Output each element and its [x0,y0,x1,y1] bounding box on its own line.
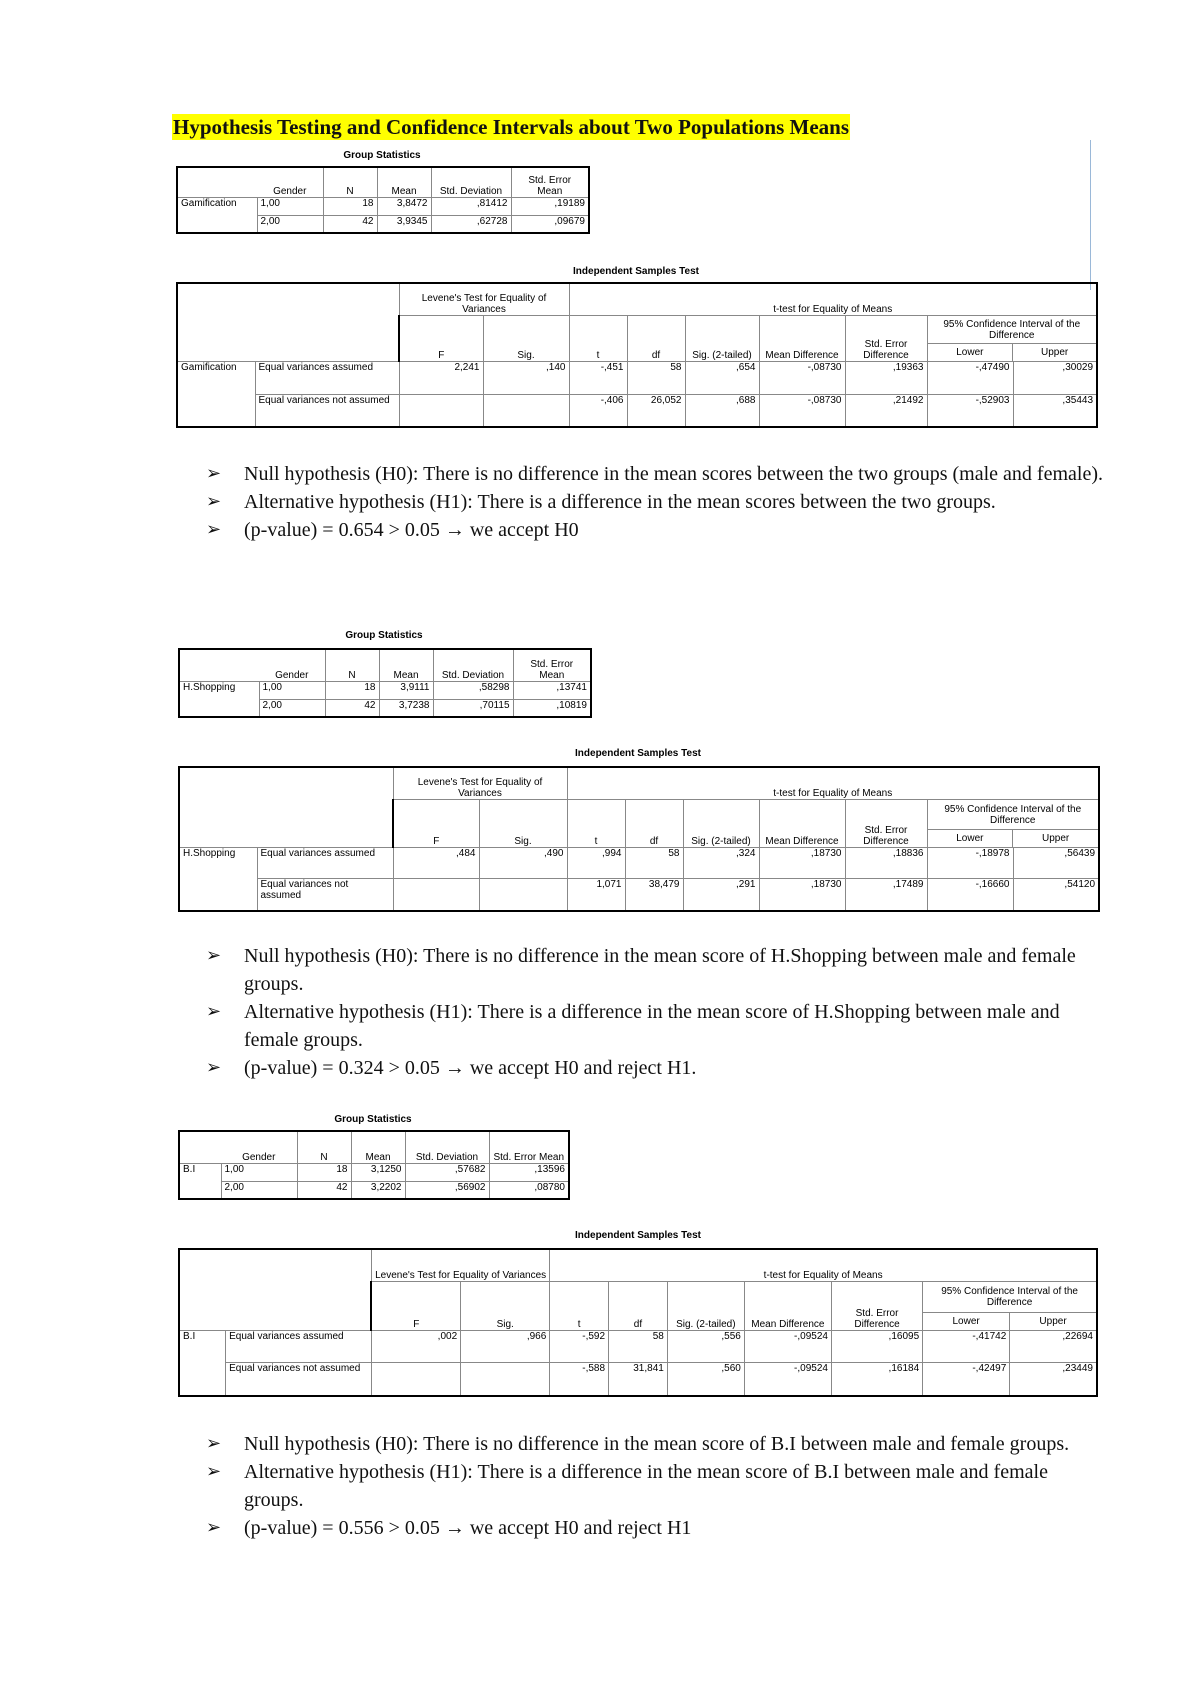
ist-mean-diff: -,08730 [759,394,845,427]
gs-header-mean: Mean [351,1131,405,1163]
ist-header-f: F [371,1281,460,1330]
gs-se: ,09679 [511,215,589,233]
ist-header-lower: Lower [928,344,1014,361]
gs-mean: 3,7238 [379,699,433,717]
gs-sd: ,57682 [405,1163,489,1181]
ist-header-ci: 95% Confidence Interval of the Difference [923,1282,1096,1313]
hypothesis-list [206,942,1106,1082]
ist-std-err-diff: ,21492 [845,394,927,427]
gs-se: ,08780 [489,1181,569,1199]
list-item: ➢ Alternative hypothesis (H1): There is a difference in the mean score of B.I between male and female groups. [206,1458,1106,1514]
gs-sd: ,62728 [431,215,511,233]
list-item: ➢ Null hypothesis (H0): There is no difference in the mean score of H.Shopping between male and female groups. [206,942,1106,998]
ist-std-err-diff: ,19363 [845,362,927,395]
ist-header-std-err-diff: Std. Error Difference [845,800,927,848]
gs-header-std-error: Std. Error Mean [513,649,591,681]
ist-header-t: t [550,1281,609,1330]
ist-header-ci-group [927,316,1097,362]
ist-lower: -,41742 [923,1330,1010,1362]
ist-header-f: F [393,800,479,848]
hypothesis-list [206,1430,1106,1542]
ist-header-levene: Levene's Test for Equality of Variances [371,1249,549,1281]
ist-header-upper: Upper [1042,833,1070,845]
ist-variable-blank [177,394,255,427]
ist-row-assumed-label: Equal variances assumed [257,848,393,879]
ist-header-t: t [567,800,625,848]
gs-gender: 1,00 [259,681,325,699]
ist-std-err-diff: ,18836 [845,848,927,879]
ist-t: ,994 [567,848,625,879]
ist-sig: ,140 [483,362,569,395]
ist-df: 31,841 [609,1362,668,1396]
ist-f: 2,241 [399,362,483,395]
ist-header-mean-diff: Mean Difference [759,800,845,848]
gs-variable-label: B.I [179,1163,221,1181]
ist-header-sig: Sig. [461,1281,550,1330]
ist-sig2: ,556 [667,1330,744,1362]
independent-samples-caption: Independent Samples Test [575,1230,701,1241]
ist-f: ,002 [371,1330,460,1362]
gs-n: 18 [297,1163,351,1181]
ist-t: -,451 [569,362,627,395]
gs-gender: 2,00 [257,215,323,233]
ist-header-ci-group [927,800,1099,848]
ist-row-not-assumed-label: Equal variances not assumed [257,878,393,911]
ist-header-std-err-diff: Std. Error Difference [831,1281,922,1330]
ist-sig-blank [483,394,569,427]
ist-header-ci-group [923,1281,1097,1330]
ist-variable-label: Gamification [177,362,255,395]
gs-header-std-deviation: Std. Deviation [431,167,511,197]
gs-header-std-deviation: Std. Deviation [433,649,513,681]
independent-samples-table [178,1248,1098,1397]
gs-n: 18 [323,197,377,215]
ist-sig-blank [461,1362,550,1396]
ist-row-not-assumed-label: Equal variances not assumed [226,1362,372,1396]
list-item: ➢ Alternative hypothesis (H1): There is a difference in the mean score of H.Shopping between male and female groups. [206,998,1106,1054]
ist-header-df: df [625,800,683,848]
ist-upper: ,54120 [1013,878,1099,911]
ist-std-err-diff: ,16095 [831,1330,922,1362]
ist-mean-diff: -,09524 [744,1330,831,1362]
ist-lower: -,16660 [927,878,1013,911]
ist-df: 58 [625,848,683,879]
ist-header-ci: 95% Confidence Interval of the Difference [928,317,1097,344]
group-statistics-caption: Group Statistics [343,150,421,161]
gs-n: 42 [325,699,379,717]
arrow-bullet-icon: ➢ [206,1433,222,1454]
group-statistics-caption: Group Statistics [345,630,423,641]
ist-df: 26,052 [627,394,685,427]
ist-variable-blank [179,1362,226,1396]
ist-header-sig2: Sig. (2-tailed) [685,316,759,362]
ist-std-err-diff: ,17489 [845,878,927,911]
ist-upper: ,22694 [1010,1330,1097,1362]
ist-header-ttest: t-test for Equality of Means [569,283,1097,316]
group-statistics-table [176,166,590,234]
gs-sd: ,56902 [405,1181,489,1199]
gs-header-gender: Gender [259,649,325,681]
ist-lower: -,47490 [927,362,1013,395]
ist-variable-blank [179,878,257,911]
ist-row-assumed-label: Equal variances assumed [255,362,399,395]
gs-header-n: N [297,1131,351,1163]
ist-header-blank [179,1249,371,1330]
ist-t: 1,071 [567,878,625,911]
gs-gender: 1,00 [221,1163,297,1181]
ist-header-mean-diff: Mean Difference [759,316,845,362]
ist-header-upper: Upper [1039,1315,1067,1327]
gs-header-mean: Mean [379,649,433,681]
ist-header-blank [177,283,399,362]
list-item: ➢ Null hypothesis (H0): There is no difference in the mean scores between the two groups (male and female). [206,460,1106,488]
ist-sig-blank [479,878,567,911]
gs-se: ,19189 [511,197,589,215]
gs-sd: ,81412 [431,197,511,215]
ist-f-blank [371,1362,460,1396]
gs-gender: 2,00 [259,699,325,717]
ist-header-ci: 95% Confidence Interval of the Difference [928,801,1099,830]
gs-n: 18 [325,681,379,699]
ist-header-f: F [399,316,483,362]
ist-header-lower: Lower [923,1313,1010,1330]
group-statistics-table [178,648,592,718]
ist-header-blank [179,767,393,848]
ist-f-blank [399,394,483,427]
hypothesis-list [206,460,1106,544]
independent-samples-caption: Independent Samples Test [573,266,699,277]
gs-mean: 3,2202 [351,1181,405,1199]
arrow-bullet-icon: ➢ [206,519,222,540]
ist-sig2: ,324 [683,848,759,879]
ist-header-mean-diff: Mean Difference [744,1281,831,1330]
list-item: ➢ Alternative hypothesis (H1): There is a difference in the mean scores between the two groups. [206,488,1106,516]
ist-variable-label: B.I [179,1330,226,1362]
ist-header-t: t [569,316,627,362]
gs-header-blank [177,167,257,197]
arrow-bullet-icon: ➢ [206,463,222,484]
gs-mean: 3,8472 [377,197,431,215]
ist-sig2: ,654 [685,362,759,395]
gs-variable-blank [179,1181,221,1199]
list-item: ➢ (p-value) = 0.556 > 0.05 → we accept H0 and reject H1 [206,1514,1106,1542]
gs-header-std-error: Std. Error Mean [511,167,589,197]
ist-sig: ,966 [461,1330,550,1362]
gs-header-gender: Gender [257,167,323,197]
ist-header-levene: Levene's Test for Equality of Variances [399,283,569,316]
independent-samples-caption: Independent Samples Test [575,748,701,759]
ist-upper: ,30029 [1013,362,1097,395]
gs-se: ,13741 [513,681,591,699]
ist-variable-label: H.Shopping [179,848,257,879]
gs-mean: 3,9111 [379,681,433,699]
list-item: ➢ (p-value) = 0.654 > 0.05 → we accept H0 [206,516,1106,544]
document-title: Hypothesis Testing and Confidence Intervals about Two Populations Means [173,115,850,139]
ist-mean-diff: -,09524 [744,1362,831,1396]
ist-row-not-assumed-label: Equal variances not assumed [255,394,399,427]
gs-header-blank [179,1131,221,1163]
group-statistics-caption: Group Statistics [334,1114,412,1125]
gs-header-n: N [325,649,379,681]
ist-header-df: df [609,1281,668,1330]
ist-header-upper: Upper [1041,347,1069,359]
ist-df: 58 [627,362,685,395]
gs-variable-label: Gamification [177,197,257,215]
ist-header-df: df [627,316,685,362]
ist-f-blank [393,878,479,911]
ist-header-ttest: t-test for Equality of Means [550,1249,1097,1281]
arrow-bullet-icon: ➢ [206,945,222,966]
independent-samples-table [178,766,1100,912]
gs-sd: ,70115 [433,699,513,717]
gs-mean: 3,1250 [351,1163,405,1181]
ist-header-sig2: Sig. (2-tailed) [683,800,759,848]
gs-header-mean: Mean [377,167,431,197]
list-item: ➢ (p-value) = 0.324 > 0.05 → we accept H0 and reject H1. [206,1054,1106,1082]
gs-sd: ,58298 [433,681,513,699]
arrow-bullet-icon: ➢ [206,1517,222,1538]
ist-header-sig2: Sig. (2-tailed) [667,1281,744,1330]
ist-row-assumed-label: Equal variances assumed [226,1330,372,1362]
gs-mean: 3,9345 [377,215,431,233]
gs-se: ,10819 [513,699,591,717]
gs-header-n: N [323,167,377,197]
ist-sig: ,490 [479,848,567,879]
ist-mean-diff: -,08730 [759,362,845,395]
gs-variable-blank [177,215,257,233]
gs-n: 42 [297,1181,351,1199]
ist-mean-diff: ,18730 [759,878,845,911]
ist-upper: ,56439 [1013,848,1099,879]
ist-df: 38,479 [625,878,683,911]
ist-header-levene: Levene's Test for Equality of Variances [393,767,567,800]
independent-samples-table [176,282,1098,428]
ist-header-sig: Sig. [483,316,569,362]
gs-variable-label: H.Shopping [179,681,259,699]
ist-header-ttest: t-test for Equality of Means [567,767,1099,800]
gs-variable-blank [179,699,259,717]
gs-gender: 2,00 [221,1181,297,1199]
list-item: ➢ Null hypothesis (H0): There is no difference in the mean score of B.I between male and female groups. [206,1430,1106,1458]
arrow-bullet-icon: ➢ [206,1057,222,1078]
ist-f: ,484 [393,848,479,879]
group-statistics-table [178,1130,570,1200]
ist-header-lower: Lower [928,830,1014,847]
ist-sig2: ,688 [685,394,759,427]
gs-header-std-error: Std. Error Mean [489,1131,569,1163]
ist-df: 58 [609,1330,668,1362]
gs-gender: 1,00 [257,197,323,215]
ist-lower: -,42497 [923,1362,1010,1396]
ist-header-sig: Sig. [479,800,567,848]
ist-sig2: ,291 [683,878,759,911]
gs-header-gender: Gender [221,1131,297,1163]
ist-sig2: ,560 [667,1362,744,1396]
gs-header-std-deviation: Std. Deviation [405,1131,489,1163]
ist-t: -,406 [569,394,627,427]
ist-std-err-diff: ,16184 [831,1362,922,1396]
arrow-bullet-icon: ➢ [206,1001,222,1022]
arrow-bullet-icon: ➢ [206,491,222,512]
gs-se: ,13596 [489,1163,569,1181]
ist-mean-diff: ,18730 [759,848,845,879]
ist-t: -,588 [550,1362,609,1396]
ist-upper: ,35443 [1013,394,1097,427]
arrow-bullet-icon: ➢ [206,1461,222,1482]
ist-lower: -,52903 [927,394,1013,427]
gs-header-blank [179,649,259,681]
ist-t: -,592 [550,1330,609,1362]
gs-n: 42 [323,215,377,233]
ist-upper: ,23449 [1010,1362,1097,1396]
ist-lower: -,18978 [927,848,1013,879]
ist-header-std-err-diff: Std. Error Difference [845,316,927,362]
